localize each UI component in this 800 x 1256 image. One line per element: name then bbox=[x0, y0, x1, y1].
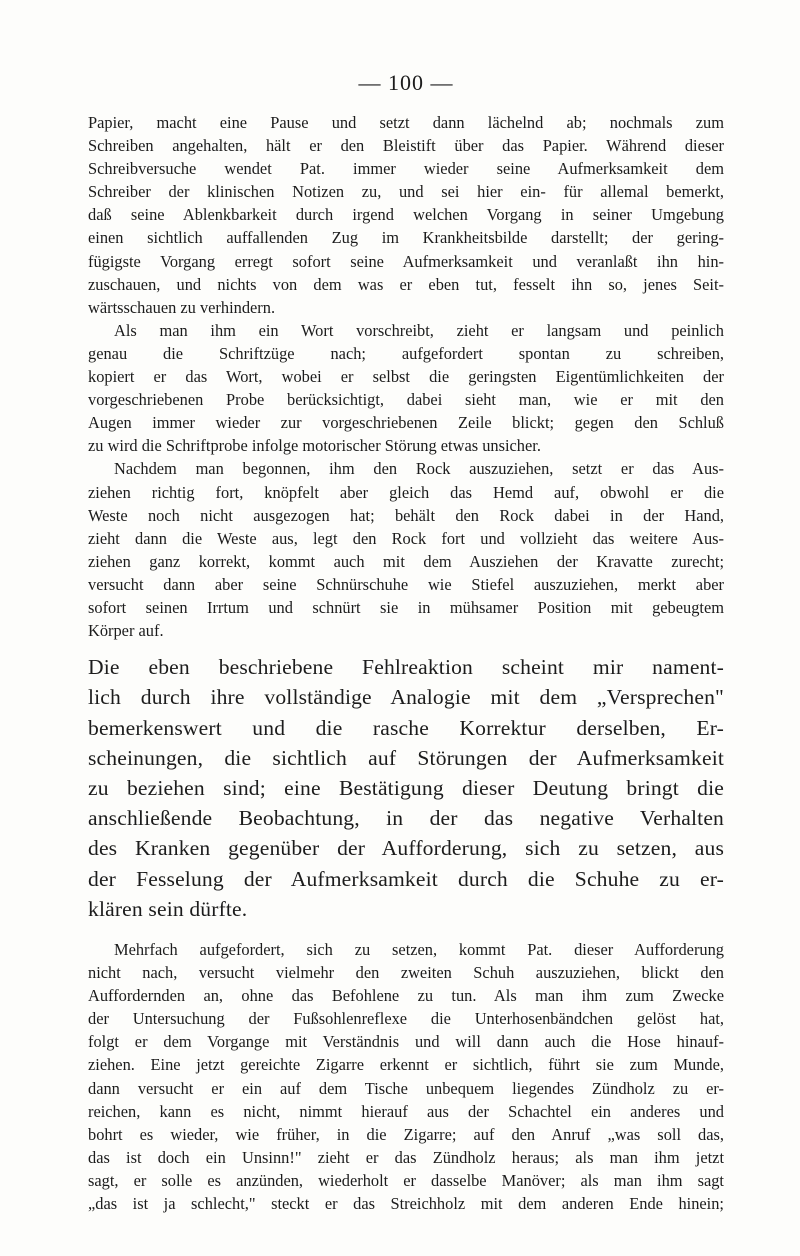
text-line: sofort seinen Irrtum und schnürt sie in mühsamer Position mit gebeugtem bbox=[88, 597, 724, 617]
text-line: anschließende Beobachtung, in der das negative Verhalten bbox=[88, 806, 724, 831]
text-line: Die eben beschriebene Fehlreaktion scheint mir nament- bbox=[88, 655, 724, 680]
text-line: Schreiben angehalten, hält er den Bleistift über das Papier. Während dieser bbox=[88, 136, 724, 156]
text-line: daß seine Ablenkbarkeit durch irgend welchen Vorgang in seiner Umgebung bbox=[88, 205, 724, 225]
text-line: reichen, kann es nicht, nimmt hierauf aus der Schachtel ein anderes und bbox=[88, 1101, 724, 1121]
text-line: ziehen richtig fort, knöpfelt aber gleich das Hemd auf, obwohl er die bbox=[88, 482, 724, 502]
text-line: zuschauen, und nichts von dem was er eben tut, fesselt ihn so, jenes Seit- bbox=[88, 274, 724, 294]
text-line: des Kranken gegenüber der Aufforderung, sich zu setzen, aus bbox=[88, 836, 724, 861]
paragraph-2 bbox=[88, 319, 724, 458]
text-line: der Fesselung der Aufmerksamkeit durch die Schuhe zu er- bbox=[88, 866, 724, 891]
text-line: Papier, macht eine Pause und setzt dann lächelnd ab; nochmals zum bbox=[88, 113, 724, 132]
text-line: „das ist ja schlecht," steckt er das Streichholz mit dem anderen Ende hinein; bbox=[88, 1194, 724, 1214]
text-line: Augen immer wieder zur vorgeschriebenen Zeile blickt; gegen den Schluß bbox=[88, 413, 724, 433]
paragraph-3 bbox=[88, 457, 724, 642]
text-line: Nachdem man begonnen, ihm den Rock auszuziehen, setzt er das Aus- bbox=[114, 459, 724, 479]
paragraph-4 bbox=[88, 652, 724, 924]
text-line: lich durch ihre vollständige Analogie mit dem „Versprechen" bbox=[88, 685, 724, 710]
text-line: Weste noch nicht ausgezogen hat; behält den Rock dabei in der Hand, bbox=[88, 505, 724, 525]
text-line: Schreiber der klinischen Notizen zu, und sei hier ein- für allemal bemerkt, bbox=[88, 182, 724, 202]
page-number: — 100 — bbox=[358, 70, 454, 95]
text-line: klären sein dürfte. bbox=[88, 896, 248, 921]
text-line: Mehrfach aufgefordert, sich zu setzen, kommt Pat. dieser Aufforderung bbox=[114, 939, 724, 959]
text-line: ziehen ganz korrekt, kommt auch mit dem Ausziehen der Kravatte zurecht; bbox=[88, 551, 724, 571]
text-line: kopiert er das Wort, wobei er selbst die geringsten Eigentümlichkeiten der bbox=[88, 367, 724, 387]
text-line: Schreibversuche wendet Pat. immer wieder seine Aufmerksamkeit dem bbox=[88, 159, 724, 179]
text-line: fügigste Vorgang erregt sofort seine Aufmerksamkeit und veranlaßt ihn hin- bbox=[88, 251, 724, 271]
text-line: zieht dann die Weste aus, legt den Rock fort und vollzieht das weitere Aus- bbox=[88, 528, 724, 548]
text-line: vorgeschriebenen Probe berücksichtigt, dabei sieht man, wie er mit den bbox=[88, 390, 724, 410]
paragraph-1 bbox=[88, 111, 724, 319]
text-line: wärtsschauen zu verhindern. bbox=[88, 297, 276, 317]
text-line: bohrt es wieder, wie früher, in die Zigarre; auf den Anruf „was soll das, bbox=[88, 1124, 724, 1144]
text-line: genau die Schriftzüge nach; aufgefordert spontan zu schreiben, bbox=[88, 343, 724, 363]
text-line: folgt er dem Vorgange mit Verständnis und will dann auch die Hose hinauf- bbox=[88, 1032, 724, 1052]
text-line: der Untersuchung der Fußsohlenreflexe die Unterhosenbändchen gelöst hat, bbox=[88, 1009, 724, 1029]
text-line: Als man ihm ein Wort vorschreibt, zieht er langsam und peinlich bbox=[114, 320, 724, 340]
text-line: Auffordernden an, ohne das Befohlene zu tun. Als man ihm zum Zwecke bbox=[88, 986, 724, 1006]
text-line: sagt, er solle es anzünden, wiederholt er dasselbe Manöver; als man ihm sagt bbox=[88, 1170, 724, 1190]
text-line: Körper auf. bbox=[88, 621, 164, 641]
book-page bbox=[88, 0, 724, 1215]
text-line: versucht dann aber seine Schnürschuhe wie Stiefel auszuziehen, merkt aber bbox=[88, 574, 724, 594]
text-body bbox=[88, 111, 724, 1215]
text-line: das ist doch ein Unsinn!" zieht er das Zündholz heraus; als man ihm jetzt bbox=[88, 1147, 724, 1167]
paragraph-5 bbox=[88, 938, 724, 1215]
text-line: ziehen. Eine jetzt gereichte Zigarre erkennt er sichtlich, führt sie zum Munde, bbox=[88, 1055, 724, 1075]
text-line: scheinungen, die sichtlich auf Störungen der Aufmerksamkeit bbox=[88, 745, 724, 770]
text-line: zu beziehen sind; eine Bestätigung dieser Deutung bringt die bbox=[88, 775, 724, 800]
text-line: zu wird die Schriftprobe infolge motorischer Störung etwas unsicher. bbox=[88, 436, 541, 456]
text-line: dann versucht er ein auf dem Tische unbequem liegendes Zündholz zu er- bbox=[88, 1078, 724, 1098]
text-line: einen sichtlich auffallenden Zug im Krankheitsbilde darstellt; der gering- bbox=[88, 228, 724, 248]
text-line: nicht nach, versucht vielmehr den zweiten Schuh auszuziehen, blickt den bbox=[88, 963, 724, 983]
text-line: bemerkenswert und die rasche Korrektur derselben, Er- bbox=[88, 715, 724, 740]
